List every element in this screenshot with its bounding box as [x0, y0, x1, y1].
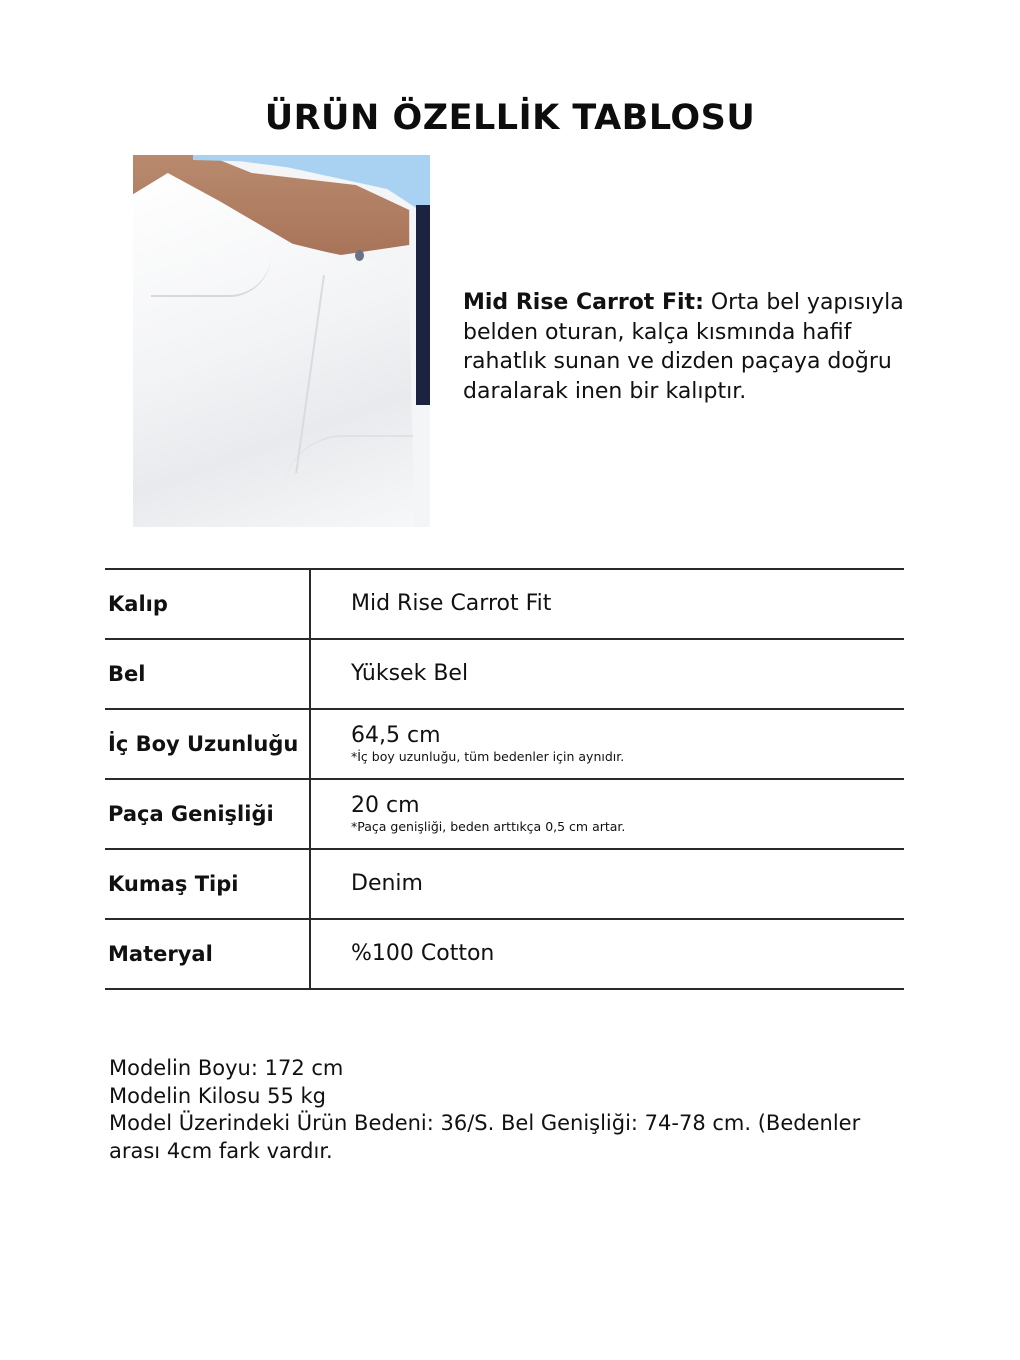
table-row	[105, 569, 904, 639]
spec-value-cell	[310, 709, 904, 779]
spec-value: Mid Rise Carrot Fit	[351, 591, 552, 616]
spec-key: Materyal	[105, 919, 310, 989]
spec-value-cell	[310, 919, 904, 989]
table-row	[105, 709, 904, 779]
spec-key: Kalıp	[105, 569, 310, 639]
spec-value-cell	[310, 569, 904, 639]
model-height: Modelin Boyu: 172 cm	[109, 1056, 344, 1080]
spec-value: Yüksek Bel	[351, 661, 469, 686]
spec-value-cell	[310, 779, 904, 849]
spec-value: Denim	[351, 871, 423, 896]
spec-value: %100 Cotton	[351, 941, 495, 966]
spec-note: *Paça genişliği, beden arttıkça 0,5 cm artar.	[351, 818, 626, 834]
spec-value: 64,5 cm	[351, 722, 441, 748]
table-row	[105, 849, 904, 919]
spec-value-cell	[310, 639, 904, 709]
fit-description-lead: Mid Rise Carrot Fit:	[463, 290, 704, 315]
table-row	[105, 779, 904, 849]
spec-value: 20 cm	[351, 792, 420, 818]
model-weight: Modelin Kilosu 55 kg	[109, 1083, 326, 1108]
spec-key: Paça Genişliği	[105, 779, 310, 849]
photo-button	[355, 250, 364, 261]
table-row	[105, 639, 904, 709]
spec-key: Bel	[105, 639, 310, 709]
spec-value-cell	[310, 849, 904, 919]
photo-background	[416, 205, 430, 405]
spec-table	[105, 568, 904, 990]
fit-description	[463, 288, 913, 406]
page-title: ÜRÜN ÖZELLİK TABLOSU	[264, 98, 756, 138]
fit-description-text: Orta bel yapısıyla belden oturan, kalça kısmında hafif rahatlık sunan ve dizden paçaya doğru daralarak inen bir kalıptır.	[463, 290, 904, 404]
spec-note: *İç boy uzunluğu, tüm bedenler için aynıdır.	[351, 748, 625, 764]
spec-key: İç Boy Uzunluğu	[105, 709, 310, 779]
product-photo	[133, 155, 430, 527]
table-row	[105, 919, 904, 989]
model-size: Model Üzerindeki Ürün Bedeni: 36/S. Bel Genişliği: 74-78 cm. (Bedenler arası 4cm fark vardır.	[109, 1111, 861, 1163]
model-info	[109, 1055, 909, 1165]
spec-key: Kumaş Tipi	[105, 849, 310, 919]
